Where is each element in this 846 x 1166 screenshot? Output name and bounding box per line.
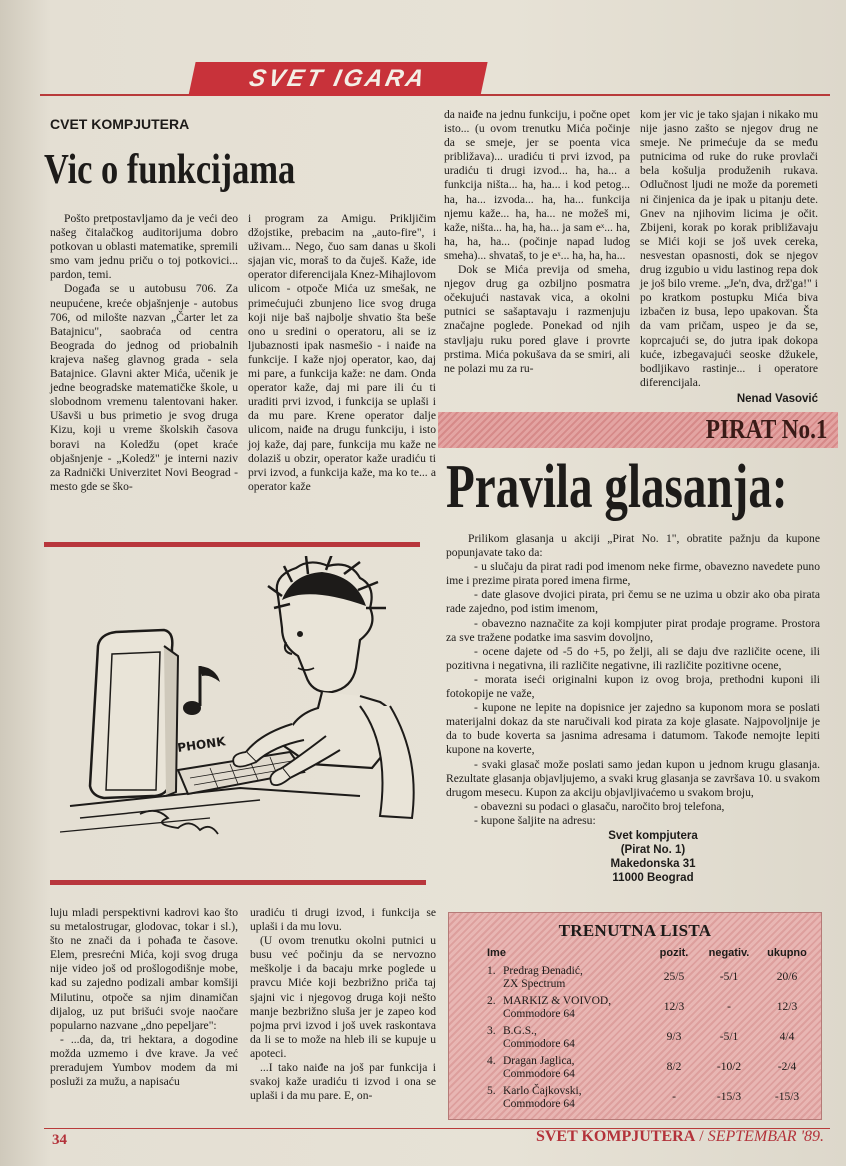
list-rank: 2. bbox=[487, 995, 496, 1007]
list-negative: - bbox=[727, 1001, 731, 1013]
rule-item: - kupone ne lepite na dopisnice jer zajedno sa kuponom mora se poslati materijalni dokaz da ste naručivali kod pirata za koje glasate. Najpovoljnije je da to bude koverta sa jasnima adresama i datumom. Takođe nemojte lepiti kupone na koverte, bbox=[446, 701, 820, 757]
paragraph: (U ovom trenutku okolni putnici u busu već počinju da se nervozno meškolje i da bacaju mrke poglede u pravcu Miće koji bezbrižno priča taj sjajni vic i njegovog druga koji nešto manje bezbrižno sluša jer je zapeo kod pojma prvi izvod i još uvek raskontava da li se to može na hleb ili se kupuje u apoteci. bbox=[250, 934, 436, 1060]
list-negative: -15/3 bbox=[716, 1091, 742, 1103]
pirat-section-bar bbox=[438, 412, 838, 448]
pirat-section-label: PIRAT No.1 bbox=[706, 414, 828, 444]
list-header: Ime bbox=[487, 947, 506, 959]
rule-item: - morata iseći originalni kupon iz ovog broja, prethodni kuponi ili fotokopije ne važe, bbox=[446, 672, 820, 701]
cartoon-sound-text: PHONK bbox=[176, 734, 227, 755]
divider-rule bbox=[44, 542, 420, 547]
current-list-title: TRENUTNA LISTA bbox=[558, 921, 712, 940]
list-computer: Commodore 64 bbox=[503, 1098, 575, 1110]
paragraph: Dok se Mića previja od smeha, njegov drug ga ozbiljno posmatra očekujući nastavak vica, a okolni putnici se sašaptavaju i razmenjuju značajne poglede. Ponekad od njih stavljaju ruku pored glave i provrte prstima. Mića pokušava da se smiri, ali ne polazi mu za ru- bbox=[444, 263, 630, 375]
list-total: -15/3 bbox=[774, 1091, 800, 1103]
article-column-1 bbox=[50, 212, 238, 494]
address-line: 11000 Beograd bbox=[612, 871, 694, 884]
cartoon-illustration bbox=[60, 556, 420, 866]
rule-item: - obavezni su podaci o glasaču, naročito broj telefona, bbox=[474, 799, 725, 813]
list-name: Karlo Čajkovski, bbox=[503, 1085, 582, 1097]
paragraph: uradiću ti drugi izvod, i funkcija se uplaši i da mu lovu. bbox=[250, 906, 436, 934]
rules-title: Pravila glasanja: bbox=[446, 453, 788, 521]
paragraph: da naiđe na jednu funkciju, i počne opet isto... (u ovom trenutku Mića počinje da se smeje, jer se poenta vica približava)... uradiću ti prvi izvod, pa uradiću ti drugi izvod... ha, ha... a funkcija ništa... ha, ha... i kod petog... ha, ha... izvoda... ha, ha... funkcija njemu kaže... ha, ha... ne možeš mi, kaže, ništa... ha, ha, ha... ja sam eˣ... ha, ha, ha, ha... (počinje napad ludog smeha)... shvataš, to je eˣ... ha, ha, ha... bbox=[444, 108, 630, 262]
paragraph: ...I tako naiđe na još par funkcija i svakoj kaže uradiću ti izvod i ona se uplaši i da mu pare. E, on- bbox=[250, 1061, 436, 1103]
author-signature: Nenad Vasović bbox=[736, 392, 818, 405]
footer-separator: / bbox=[695, 1128, 708, 1145]
paragraph: kom jer vic je tako sjajan i nikako mu nije jasno zašto se njegov drug ne smeje. Ne primećuje da se među putnicima od ruke do ruke provlači bela košulja produženih rukava. Odlučnost ljudi ne može da poremeti ni činjenica da je ipak u pitanju dete. Gnev na njihovim licima je očit. Zbijeni, korak po korak približavaju se Mići koji se još uvek cereka, nesvestan opasnosti, dok se njegov drug izgubio u vidu lastinog repa dok je još bilo vreme. „Je'n, dva, drž'ga!" i po kratkom postupku Mića biva izbačen iz busa, lepo upakovan. Šta da vam pričam, uspeo je da se, koprcajući se, do jutra ipak dokopa kuće, izbegavajući seoske džukele, bodljikavo rastinje... i operatore diferencijala. bbox=[640, 108, 818, 389]
address-line: Svet kompjutera bbox=[608, 829, 698, 842]
article-kicker: CVET KOMPJUTERA bbox=[50, 116, 190, 132]
rule-item: - date glasove dvojici pirata, pri čemu se ne uzima u obzir ako oba pirata rade zajedno, pod istim imenom, bbox=[446, 588, 820, 616]
address-line: Makedonska 31 bbox=[610, 857, 696, 870]
rule-item: - svaki glasač može poslati samo jedan kupon u jednom krugu glasanja. Rezultate glasanja objavljujemo, a svaki krug glasanja se završava 10. u svakom drugom mesecu. Kupon za akciju objavljivaćemo u svakom broju, bbox=[446, 757, 820, 799]
address-line: (Pirat No. 1) bbox=[620, 843, 686, 856]
list-name: MARKIZ & VOIVOD, bbox=[503, 995, 612, 1007]
list-rank: 3. bbox=[487, 1025, 496, 1037]
article-column-2 bbox=[248, 212, 436, 494]
list-name: Predrag Đenadić, bbox=[503, 965, 583, 977]
rule-item: - kupone šaljite na adresu: bbox=[474, 813, 596, 827]
list-rank: 1. bbox=[487, 965, 496, 977]
article-column-4 bbox=[640, 108, 818, 406]
mailing-address bbox=[486, 829, 820, 885]
list-rank: 5. bbox=[487, 1085, 496, 1097]
rule-item: - u slučaju da pirat radi pod imenom neke firme, obavezno navedete puno ime i prezime pirata pored imena firme, bbox=[446, 560, 820, 588]
paragraph: luju mladi perspektivni kadrovi kao što su metalostrugar, glodovac, tokar i sl.), što ne znači da i pohađa te časove. Elem, presrećni Mića, koji svog druga nije video još od prošlogodišnje mobe, kad su zajedno podizali ambar komšiji Milutinu, otpoče sa njim dinamičan dijalog, uz put brišući svoje naočare popularno nazvane „dno pepeljare": bbox=[50, 906, 238, 1032]
list-header: pozit. bbox=[659, 947, 689, 959]
paragraph: Pošto pretpostavljamo da je veći deo našeg čitalačkog auditorijuma dobro potkovan u oblasti matematike, spremili smo vam jednu priču o toj potkovici... pardon, temi. bbox=[50, 212, 238, 282]
divider-rule bbox=[50, 880, 426, 885]
list-total: 12/3 bbox=[776, 1001, 798, 1013]
list-positive: 12/3 bbox=[663, 1001, 685, 1013]
article-title: Vic o funkcijama bbox=[44, 147, 296, 193]
article-column-6 bbox=[250, 906, 436, 1103]
rule-item: - obavezno naznačite za koji kompjuter pirat prodaje programe. Prostora za sve tražene podatke ima sasvim dovoljno, bbox=[446, 616, 820, 644]
list-name: Dragan Jaglica, bbox=[503, 1055, 575, 1067]
list-positive: - bbox=[672, 1091, 676, 1103]
list-total: 20/6 bbox=[776, 971, 798, 983]
list-header: negativ. bbox=[708, 947, 750, 959]
list-computer: ZX Spectrum bbox=[503, 978, 566, 990]
rule-item: - ocene dajete od -5 do +5, po želji, ali se daju dve različite ocene, ili pozitivna i negativna, ili različite negativne, ili različite pozitivne ocene, bbox=[446, 644, 820, 672]
list-negative: -5/1 bbox=[719, 971, 739, 983]
list-name: B.G.S., bbox=[503, 1025, 537, 1037]
footer-issue: SEPTEMBAR '89. bbox=[707, 1128, 824, 1145]
list-positive: 25/5 bbox=[663, 971, 685, 983]
current-list-box bbox=[448, 912, 822, 1120]
list-positive: 8/2 bbox=[666, 1061, 682, 1073]
rules-intro: Prilikom glasanja u akciji „Pirat No. 1", obratite pažnju da kupone popunjavate tako da: bbox=[446, 532, 820, 560]
list-computer: Commodore 64 bbox=[503, 1038, 575, 1050]
list-total: 4/4 bbox=[779, 1031, 795, 1043]
list-computer: Commodore 64 bbox=[503, 1008, 575, 1020]
list-header: ukupno bbox=[767, 947, 807, 959]
list-negative: -10/2 bbox=[716, 1061, 742, 1073]
list-negative: -5/1 bbox=[719, 1031, 739, 1043]
paragraph: i program za Amigu. Prikljičim džojstike, prebacim na „auto-fire", i uživam... Nego, čuo sam danas u školi sjajan vic, moraš to da čuješ. Kaže, ide operator diferencijala Knez-Mihajlovom ulicom - otpoče Mića uz smešak, ne primećujući zbunjeno lice svog druga koji nije baš najbolje shvatio šta beše ono u sredini o operatoru, ali se iz ljubaznosti ipak nasmešio - i naiđe na funkcije. I kaže njoj operator, kao, daj mi pare, a funkcija kaže: ne dam. Onda operator kaže, daj mi pare ili ću ti uraditi prvi izvod, i funkcija se uplaši i da mu pare. Krene operator dalje ulicom, naiđe na drugu funkciju, i isto joj kaže, daj pare, funkcija mu kaže ne dolaziš u obzir, operator kaže uradiću ti prvi izvod, a funkcija kaže, ma ko te... a operator kaže bbox=[248, 212, 436, 493]
footer-magazine: SVET KOMPJUTERA bbox=[535, 1128, 696, 1145]
rules-body bbox=[446, 532, 820, 885]
paragraph: Događa se u autobusu 706. Za neupućene, kreće objašnjenje - autobus 706, od milošte nazvan „Čarter let za Batajnicu", saobraća od centra Beograda do jednog od priobalnih krajeva našeg glavnog grada - sela Batajnice. Glavni akter Mića, učenik je jedne beogradske matematičke škole, u slobodnom vremenu talentovani haker. Ušavši u bus primetio je svog druga Kizu, koji u vreme školskih časova boravi na Koledžu (opet kraće objašnjenje - „Koledž" je interni naziv za Radnički Univerzitet Novi Beograd - mesto gde se ško- bbox=[50, 282, 238, 493]
list-positive: 9/3 bbox=[666, 1031, 682, 1043]
section-banner: SVET IGARA bbox=[188, 62, 487, 96]
article-column-3 bbox=[444, 108, 630, 376]
article-column-5 bbox=[50, 906, 238, 1089]
page-number: 34 bbox=[52, 1132, 67, 1148]
footer-masthead bbox=[536, 1128, 824, 1146]
list-total: -2/4 bbox=[777, 1061, 797, 1073]
paragraph: - ...da, da, tri hektara, a dogodine možda uzmemo i dve krave. Ja već preradujem Yumbov modem da mi posluži za mužu, a napisaću bbox=[50, 1032, 238, 1089]
list-rank: 4. bbox=[487, 1055, 496, 1067]
list-computer: Commodore 64 bbox=[503, 1068, 575, 1080]
